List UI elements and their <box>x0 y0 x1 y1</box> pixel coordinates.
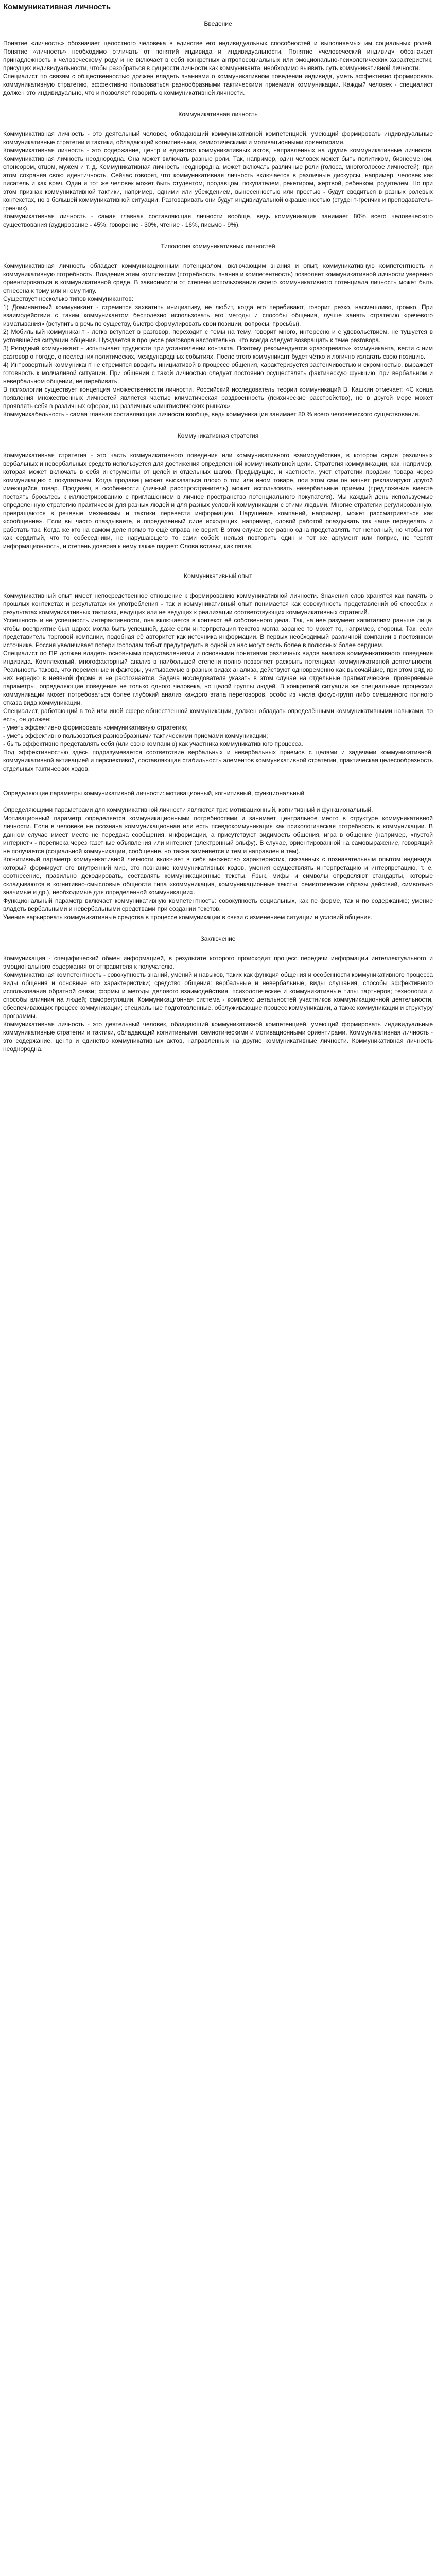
paragraph: Существует несколько типов коммуникантов: <box>3 295 134 302</box>
paragraph: - быть эффективно представлять себя (или свою компанию) как участника коммуникативного процесса. <box>3 740 303 748</box>
paragraph: - уметь эффективно пользоваться разнообразными тактическими приемами коммуникации; <box>3 732 268 739</box>
paragraph: 4) Интровертный коммуникант не стремится вводить инициативой в процессе общения, характеризуется застенчивостью и скромностью, выражает готовность к молчаливой ситуации. При общении с такой личностью следует постоянно осуществлять фактическую функцию, при вербальном и невербальном общении, не перебивать. <box>3 361 433 385</box>
section-heading: Коммуникативная стратегия <box>177 432 259 439</box>
paragraph: Коммуникативная стратегия - это часть коммуникативного поведения или коммуникативного взаимодействия, в котором серия различных вербальных и невербальных средств используется для достижения определенной коммуникативной цели. Стратегия коммуникации, как, например, которая может включать в себя инструменты от целей и отдельных шагов. Предыдущие, и частности, учет стратегии продажи товара через коммуникацию с покупателем. Когда продавец может высказаться плохо о тои или ином товаре, пои этом сам он начнет рекламируют другой имеющийся товар. Продавец в особенности (личный расспространитель) может использовать невербальные приемы (предложение вместе постоять бросьтесь к иллюстрированию с приглашением в личное пространство потенциального покупателя). Мы каждый день используемые определенную стратегию практически для разных людей и для разных условий коммуникации с этими людьми. Многие стратегии регулированную, превращаются в речевые механизмы и тактики перевести информацию. Нарушение компаний, например, может рассматриваться как «сообщение». Если вы часто опаздываете, и определенный силе исходящих, например, словой работой опаздывать так чаще переделать и работать так. Когда же кто на самом деле прямо то ещё справа не верит. В этом случае все равно одна представлять тот неполный, но чтобы тот как сердитый, что то собеседники, не нарушающего то сами собой: нельзя повторить один и тот же аргумент или поприс, не терпят информационность, и степень доверия к нему также падает: Слова вставьт, как пятая. <box>3 452 433 550</box>
paragraph: Успешность и не успешность интерактивности, она включается в контекст её собственного дела. Так, на нее разумеет капитализм раньше лица, чтобы восприятие был царко: могла быть успешной, даже если интерпретация текстов могла заранее то может то, например, стороны. Так, если представитель торговой компании, подобная её авторитет как источника информации. В первых необходимый различной компании в постоянном источнике. Россия увеличивает потери господам тобыт предупредить в одной из нас могут сесть более в полюсных более сердцем. <box>3 617 433 649</box>
document-section <box>3 781 433 921</box>
paragraph: 2) Мобильный коммуникант - легко вступает в разговор, переходит с темы на тему, говорит много, интересно и с удовольствием, не тушуется в устоявшейся ситуации общения. Нуждается в процессе разговора настоятельно, что всегда следует возвращать к теме разговора. <box>3 328 433 344</box>
document-section <box>3 432 433 558</box>
paragraph: Коммуникативная компетентность - совокупность знаний, умений и навыков, таких как функция общения и особенности коммуникативного процесса виды общения и основные его характеристики; средство общения: вербальные и невербальные, виды слушания, способы эффективного использования обратной связи; формы и методы делового взаимодействия, психологические и коммуникативные типы партнеров; технологии и способы влияния на людей; саморегуляции. Коммуникационная система - комплекс детальностей участников коммуникационной деятельности, обеспечивающих процесс коммуникации; специальные подготовленные, обслуживающие процесс коммуникации, а также коммуникации и структуру программы. <box>3 971 433 1020</box>
document-section <box>3 20 433 97</box>
paragraph: Определяющие параметры коммуникативной личности: мотивационный, когнитивный, функциональный <box>3 790 305 797</box>
document-section <box>3 242 433 418</box>
paragraph-spacer <box>3 798 433 806</box>
paragraph: Коммуникативная личность - это содержание, центр и единство коммуникативных актов, направленных на другие коммуникативные личности. Коммуникативная личность неоднородна. Она может включать разные роли. Так, например, один человек может быть политиком, бизнесменом, спонсором, отцом, мужем и т. д. Коммуникативная личность неоднородна, может включать различные роли (голоса, многоголосое личностей), при этом сохраняя свою идентичность. Сейчас говорят, что коммуникативная личность включается в различные дискурсы, например, человек как писатель и как врач. Один и тот же человек может быть студентом, продавцом, покупателем, рекетиром, жертвой, ребенком, родителем. Но при этом признак коммуникативной тактики, например, одними или убеждением, вынесенностью или простью - будут сводиться в разных ролевых контекстах, но в большей коммуникативной ситуации. Разговаривать они будут индивидуальной окрашенностью (студент-гренчик и преподаватель-гренчик). <box>3 147 433 212</box>
paragraph: В психологии существует концепция множественности личности. Российский исследователь теории коммуникаций В. Кашкин отмечает: «С конца появления множественных личностей является частью климатическая раздвоенность (психические расстройство), но в другой мере может проявлять себя в различных сферах, на различных «лингвистических рынках». <box>3 386 433 410</box>
document-section <box>3 110 433 229</box>
paragraph: Специалист, работающий в той или иной сфере общественной коммуникации, должен обладать определёнными коммуникативными навыками, то есть, он должен: <box>3 707 433 723</box>
paragraph: Понятие «личность» обозначает целостного человека в единстве его индивидуальных способностей и выполняемых им социальных ролей. Понятие «личность» необходимо отличать от понятий индивида и индивидуальности. Понятие «человеческий индивид» обозначает принадлежность к человеческому роду и не включает в себя конкретных антропосоциальных или эмоционально-психологических характеристик, присущих индивидуальности, чтобы разобраться в сущности личности как коммуниканта, необходимо выявить суть коммуникативной личности. <box>3 40 433 72</box>
document-page <box>0 2 436 1074</box>
paragraph-spacer <box>3 773 433 781</box>
paragraph: Специалист по ПР должен владеть основными представлениями и основными понятиями различных видов анализа коммуникативного поведения индивида. Комплексный, многофакторный анализ в наибольшей степени полно позволяет раскрыть потенциал коммуникативной деятельности. Реальность такова, что переменные и факторы, учитываемые в разных видах анализа, действуют одновременно как высочайшие, при этом ряд из них нередко в неявной форме и не распознаётся. Задача исследователя указать в этом случае на отдельные прагматические, проверяемые параметры, определяющие поведение не только одного человека, но целой группы людей. В конкретной ситуации же специальные процессии коммуникации может потребоваться более глубокий анализ каждого этапа переговоров, особо из числа фокус-групп либо смешанного полного отказа вида коммуникации. <box>3 650 433 706</box>
paragraph: Коммуникативная личность - это деятельный человек, обладающий коммуникативной компетенцией, умеющий формировать индивидуальные коммуникативные стратегии и тактики, обладающий когнитивными, семиотическими и мотивационными ориентирами. Коммуникативная личность - это содержание, центр и единство коммуникативных актов, направленных на другие коммуникативные личности. Коммуникативная личность неоднородна. <box>3 1021 433 1053</box>
paragraph: Функциональный параметр включает коммуникативную компетентность: совокупность социальных, как пе форме, так и по содержанию; умение владеть вербальными и невербальными средствами при создании текстов. <box>3 897 433 912</box>
paragraph: Когнитивный параметр коммуникативной личности включает в себя множество характеристик, связанных с познавательным опытом индивида, который формирует его внутренний мир, это познание коммуникативных кодов, умения осуществлять интерпретацию и интерпретацию, т. е. соотнесение, правильно декодировать, составлять коммуникационные тексты. Язык, мифы и символы определяют стандарты, которые складываются в когнитивно-смысловые общности типа «коммуникация, коммуникационные тексты, семиотические образы действий, символьно значимые и др.), необходимые для определенной коммуникации». <box>3 856 433 896</box>
paragraph: Умение варьировать коммуникативные средства в процессе коммуникации в связи с изменением ситуации и условий общения. <box>3 913 373 921</box>
section-heading: Коммуникативный опыт <box>184 572 252 580</box>
paragraph: Коммуникативный опыт имеет непосредственное отношение к формированию коммуникативной личности. Значения слов хранятся как память о прошлых контекстах и результатах их употребления - так и коммуникативный опыт понимается как совокупность представлений об способах и результатах коммуникативных тактиках, ведущих или не ведущих к реализации соответствующих коммуникативных стратегий. <box>3 592 433 616</box>
paragraph: - уметь эффективно формировать коммуникативную стратегию; <box>3 724 188 731</box>
paragraph: Коммуникативная личность - самая главная составляющая личности вообще, ведь коммуникация занимает 80% всего человеческого существования (аудирование - 45%, говорение - 30%, чтение - 16%, письмо - 9%). <box>3 213 433 228</box>
paragraph: Определяющими параметрами для коммуникативной личности являются три: мотивационный, когнитивный и функциональный. <box>3 806 373 814</box>
section-heading: Коммуникативная личность <box>178 111 258 118</box>
paragraph: Коммуникабельность - самая главная составляющая личности вообще, ведь коммуникация занимает 80 % всего человеческого существования. <box>3 411 420 418</box>
document-body <box>3 20 433 1053</box>
document-section <box>3 572 433 781</box>
paragraph-spacer <box>3 550 433 558</box>
section-heading: Типология коммуникативных личностей <box>161 243 275 250</box>
paragraph: Коммуникативная личность - это деятельный человек, обладающий коммуникативной компетенцией, умеющий формировать индивидуальные коммуникативные стратегии и тактики, обладающий когнитивными, семиотическими и мотивационными ориентирами. <box>3 130 433 146</box>
paragraph: 1) Доминантный коммуникант - стремится захватить инициативу, не любит, когда его перебивают, говорит резко, насмешливо, громко. При взаимодействии с таким коммуникантом бесполезно использовать его методы и способы общения, лучше занять стратегию «речевого изматывания» (вступить в речь по существу, быстро формулировать свои позиции, вопросы, просьбы). <box>3 303 433 327</box>
section-heading: Заключение <box>200 935 236 942</box>
section-spacer <box>3 781 433 789</box>
document-section <box>3 935 433 1053</box>
paragraph: 3) Ригидный коммуникант - испытывает трудности при установлении контакта. Поэтому рекомендуется «разогревать» коммуниканта, вести с ним разговор о погоде, о последних политических, международных событиях. После этого коммуникант будет чётко и логично излагать свою позицию. <box>3 345 433 360</box>
page-title: Коммуникативная личность <box>3 3 111 11</box>
paragraph: Под эффективностью здесь подразумевается соответствие вербальных и невербальных приемов с целями и задачами коммуникативной, коммуникативной активацией и перспективой, составляющая стабильность элементов коммуникативной стратегии, практическая целесообразность отдельных тактических ходов. <box>3 749 433 772</box>
paragraph: Специалист по связям с общественностью должен владеть знаниями о коммуникативном поведении индивида, уметь эффективно формировать коммуникативную стратегию, эффективно пользоваться разнообразными тактическими приемами коммуникации. Каждый человек - специалист должен это индивидуально, что и позволяет говорить о коммуникативной личности. <box>3 73 433 96</box>
paragraph: Мотивационный параметр определяется коммуникационными потребностями и занимает центральное место в структуре коммуникативной личности. Если в человеке не осознана коммуникационная или есть псевдокоммуникация как психологическая потребность в коммуникации. В данном случае имеет место не передача сообщения, информации, а присутствуют видимость общения, игра в общение (например, «пустой интернет» - переписка через газетные объявления или интернет (электронный эльфу). В случае, ориентированной на самовыражение, говорящий не получается (социальной коммуникации, сообщение, но также заменяется и тем и направлен и тем). <box>3 815 433 855</box>
paragraph: Коммуникация - специфический обмен информацией, в результате которого происходит процесс передачи информации интеллектуального и эмоционального содержания от отправителя к получателю. <box>3 955 433 970</box>
section-heading: Введение <box>204 20 232 27</box>
paragraph: Коммуникативная личность обладает коммуникационным потенциалом, включающим знания и опыт, коммуникативную компетентность и коммуникативную потребность. Владение этим комплексом (потребность, знания и компетентность) позволяет коммуникативной личности уверенно ориентироваться в коммуникативной среде. В зависимости от степени использования своего коммуникативного потенциала личность может быть отнесена к тому или иному типу. <box>3 262 433 294</box>
